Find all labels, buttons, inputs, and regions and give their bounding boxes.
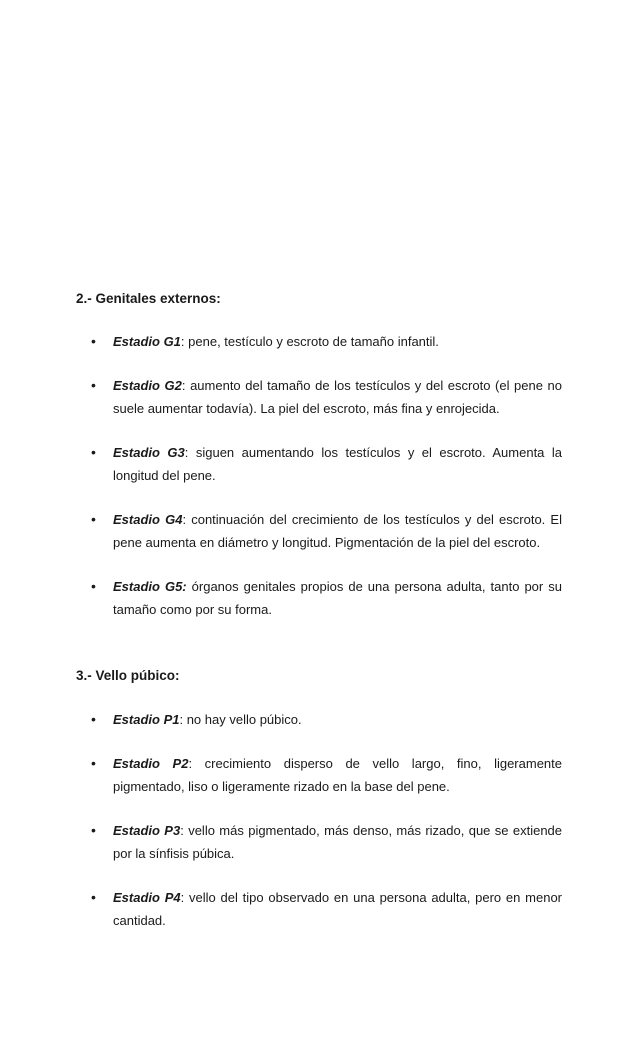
bullet-icon: • xyxy=(91,511,96,527)
stage-text: vello del tipo observado en una persona adulta, pero en menor cantidad. xyxy=(113,890,562,928)
stage-text: siguen aumentando los testículos y el escroto. Aumenta la longitud del pene. xyxy=(113,445,562,483)
list-item-p4 xyxy=(0,886,638,932)
stage-name: Estadio P2 xyxy=(113,756,189,771)
stage-sep: : xyxy=(181,378,186,393)
list-item-g4 xyxy=(0,508,638,554)
stage-name: Estadio G2 xyxy=(113,378,182,393)
bullet-icon: • xyxy=(91,889,96,905)
stage-sep: : xyxy=(188,756,193,771)
bullet-icon: • xyxy=(91,333,96,349)
stage-sep: : xyxy=(180,890,185,905)
bullet-icon: • xyxy=(91,755,96,771)
stage-name: Estadio G3 xyxy=(113,445,185,460)
stage-list-vello xyxy=(0,708,638,932)
bullet-icon: • xyxy=(91,711,96,727)
bullet-icon: • xyxy=(91,578,96,594)
stage-text: vello más pigmentado, más denso, más rizado, que se extiende por la sínfisis púbica. xyxy=(113,823,563,861)
stage-list-genitales xyxy=(0,330,638,621)
list-item-p2 xyxy=(0,752,638,798)
bullet-icon: • xyxy=(91,444,96,460)
stage-name: Estadio G4 xyxy=(113,512,183,527)
bullet-icon: • xyxy=(91,377,96,393)
list-item-g3 xyxy=(0,441,638,487)
stage-sep: : xyxy=(180,823,184,838)
stage-text: aumento del tamaño de los testículos y del escroto (el pene no suele aumentar todavía). La piel del escroto, más fina y enrojecida. xyxy=(113,378,562,416)
bullet-icon: • xyxy=(91,822,96,838)
stage-text: órganos genitales propios de una persona adulta, tanto por su tamaño como por su forma. xyxy=(113,579,562,617)
stage-name: Estadio P1 xyxy=(113,712,180,727)
list-item-p1 xyxy=(0,708,638,731)
list-item-p3 xyxy=(0,819,638,865)
list-item-g2 xyxy=(0,374,638,420)
list-item-g1 xyxy=(0,330,638,353)
section-heading-genitales: 2.- Genitales externos: xyxy=(76,291,221,306)
section-heading-vello: 3.- Vello púbico: xyxy=(76,668,180,683)
stage-name: Estadio P4 xyxy=(113,890,181,905)
stage-sep: : xyxy=(184,445,189,460)
stage-sep: : xyxy=(179,712,184,727)
list-item-g5 xyxy=(0,575,638,621)
stage-sep: : xyxy=(182,512,187,527)
stage-text: continuación del crecimiento de los testículos y del escroto. El pene aumenta en diámetro y longitud. Pigmentación de la piel del escroto. xyxy=(113,512,562,550)
stage-name: Estadio G5: xyxy=(113,579,187,594)
stage-sep: : xyxy=(180,334,185,349)
stage-name: Estadio P3 xyxy=(113,823,181,838)
stage-text: pene, testículo y escroto de tamaño infantil. xyxy=(184,334,439,349)
stage-text: no hay vello púbico. xyxy=(183,712,302,727)
stage-name: Estadio G1 xyxy=(113,334,181,349)
stage-text: crecimiento disperso de vello largo, fino, ligeramente pigmentado, liso o ligeramente rizado en la base del pene. xyxy=(113,756,562,794)
